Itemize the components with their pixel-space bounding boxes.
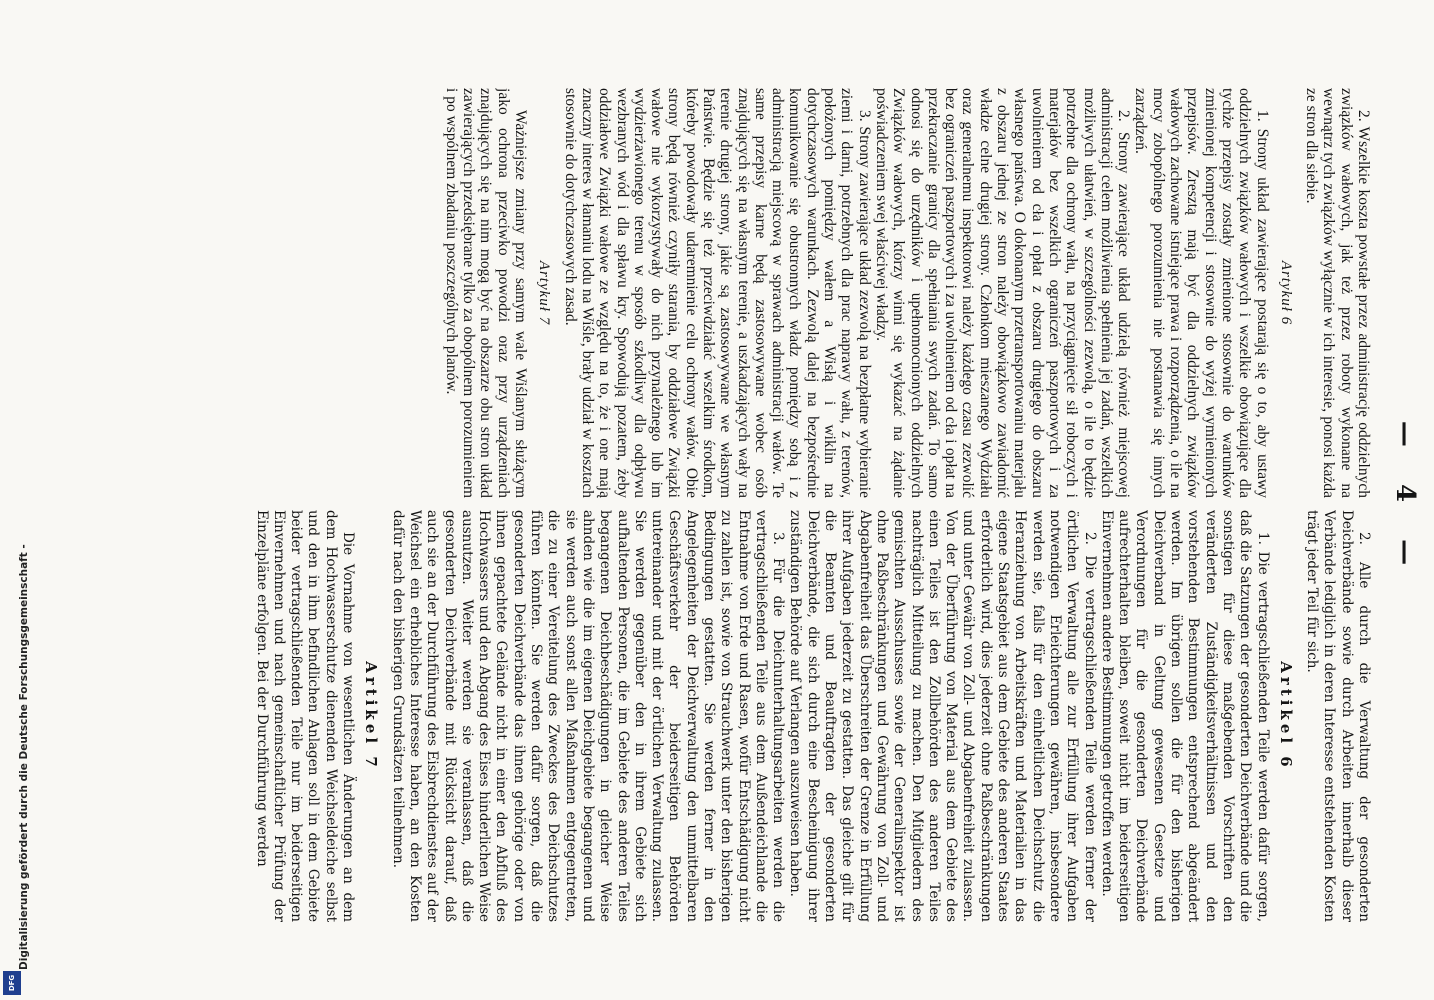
- polish-article-7-heading: Artykuł 7: [536, 260, 553, 326]
- german-article-6-paragraph-2: 2. Die vertragschließenden Teile werden ferner der örtlichen Verwaltung alle zur Erfüllung ihrer Aufgaben notwendigen Erleichterungen gewähren, insbesondere werden sie, falls für den einheitlichen Deichschutz die Heranziehung von Arbeitskräften und Materialien in das eigene Staatsgebiet aus dem Gebiete des anderen Staates erforderlich wird, dies jederzeit ohne Paßbeschränkungen und unter Gewähr von Zoll- und Abgabenfreiheit zulassen. Von der Überführung von Material aus dem Gebiete des einen Teiles ist den Zollbehörden des anderen Teiles nachträglich Mitteilung zu machen. Den Mitgliedern des gemischten Ausschusses sowie der Generalinspektor ist ohne Paßbeschränkungen und Gewährung von Zoll- und Abgabenfreiheit das Überschreiten der Grenze in Erfüllung ihrer Aufgaben jederzeit zu gestatten. Das gleiche gilt für die Beamten und Beauftragten der gesonderten Deichverbände, die sich durch eine Bescheinigung ihrer zuständigen Behörde auf Verlangen auszuweisen haben.: [787, 510, 1098, 922]
- german-intro-paragraph: 2. Alle durch die Verwaltung der gesonderten Deichverbände sowie durch Arbeiten innerhalb dieser Verbände lediglich in deren Interesse entstehenden Kosten trägt jeder Teil für sich.: [1304, 510, 1372, 922]
- german-article-6-heading: Artikel 6: [1276, 661, 1295, 771]
- attribution-text: Digitalisierung gefördert durch die Deutsche Forschungsgemeinschaft -: [18, 544, 30, 970]
- polish-article-6-paragraph-3: 3. Strony zawierające układ zezwolą na bezpłatne wybieranie ziemi i darni, potrzebnych dla prac naprawy wału, z terenów, położonych pomiędzy wałem a Wisłą i wiklin na dotychczasowych warunkach. Zezwolą dalej na bezpośrednie komunikowanie się obustronnych władz pomiędzy sobą i z administracją miejscową w sprawach administracji wałów. Te same przepisy karne będą zastosowywane wobec osób znajdujących się na własnym terenie, a uszkadzających wały na terenie drugiej strony, jakie są zastosowywane we własnym Państwie. Będzie się też przeciwdziałać wszelkim środkom, któreby powodowały udaremnienie celu ochrony wałów. Obie strony będą również czyniły starania, by oddziałowe Związki wałowe nie wykorzystywały do nich przynależnego lub im wydzierżawionego terenu w sposób szkodliwy dla odpływu wezbranych wód i dla spławu kry. Spowodują pozatem, żeby oddziałowe Związki wałowe ze względu na to, że i one mają znaczny interes w łamaniu lodu na Wiśle, brały udział w kosztach stosownie do dotychczasowych zasad.: [561, 88, 873, 498]
- polish-article-7-paragraph-1: Ważniejsze zmiany przy samym wale Wiślanym służącym jako ochrona przeciwko powodzi oraz przy urządzeniach znajdujących się na nim mogą być na obszarze obu stron układ zawierających przedsiębrane tylko za obopólnem porozumieniem i po wspólnem zbadaniu poszczególnych planów.: [442, 88, 530, 498]
- german-text-column: [82, 510, 1372, 922]
- german-article-6-paragraph-1: 1. Die vertragschließenden Teile werden dafür sorgen, daß die Satzungen der gesonderten Deichverbände und die sonstigen für diese maßgebenden Vorschriften den veränderten Zuständigkeitsverhältnissen und den vorstehenden Bestimmungen entsprechend abgeändert werden. Im übrigen sollen die für den bisherigen Deichverband in Geltung gewesenen Gesetze und Verordnungen für die gesonderten Deichverbände aufrechterhalten bleiben, soweit nicht im beiderseitigen Einvernehmen andere Bestimmungen getroffen werden.: [1098, 510, 1271, 922]
- polish-text-column: [82, 88, 1372, 498]
- dfg-logo-text: DFG: [8, 974, 16, 992]
- polish-intro-paragraph: 2. Wszelkie koszta powstałe przez administrację oddzielnych związków wałowych, jak też przez roboty wykonane na wewnątrz tych związków wyłącznie w ich interesie, ponosi każda ze stron dla siebie.: [1303, 88, 1372, 498]
- polish-article-6-paragraph-1: 1. Strony układ zawierające postarają się o to, aby ustawy oddzielnych związków wałowych i wszelkie obowiązujące dla tychże przepisy zostały zmienione stosownie do warunków zmienionej kompetencji i stosownie do wyżej wymienionych przepisów. Zresztą mają być dla oddzielnych związków wałowych zachowane istniejące prawa i rozporządzenia, o ile na mocy zobopólnego porozumienia nie postanawia się innych zarządzeń.: [1132, 88, 1271, 498]
- german-article-7-paragraph-1: Die Vornahme von wesentlichen Änderungen an dem dem Hochwasserschutze dienenden Weichseldeiche selbst und den in ihm befindlichen Anlagen soll in dem Gebiete beider vertragschließenden Teile nur im beiderseitigen Einvernehmen und nach gemeinschaftlicher Prüfung der Einzelpläne erfolgen. Bei der Durchführung werden: [253, 510, 357, 922]
- digitization-attribution: [14, 30, 34, 1000]
- polish-article-6-paragraph-2: 2. Strony zawierające układ udzielą również miejscowej administracji celem możliwienia spełnienia jej zadań, wszelkich możliwych ułatwień, w szczególności zezwolą, o ile to będzie potrzebne dla ochrony wału, na przyciągnięcie sił roboczych i materjałów bez wszelkich ograniczeń paszportowych i za uwolnieniem od cła i opłat z obszaru drugiego do obszaru własnego państwa. O dokonanym przetransportowaniu materjału z obszaru jednej ze stron należy obowiązkowo zawiadomić władze celne drugiej strony. Członkom mieszanego Wydziału oraz generalnemu inspektorowi należy każdego czasu zezwolić bez ograniczeń paszportowych i za uwolnieniem od cła i opłat na przekraczanie granicy dla spełniania swych zadań. To samo odnosi się do urzędników i upełnomocnionych oddzielnych Związków wałowych, którzy winni się wykazać na żądanie poświadczeniem swej właściwej władzy.: [872, 88, 1133, 498]
- german-article-7-heading: Artikel 7: [362, 661, 381, 771]
- page-number: — 4 —: [1390, 420, 1420, 580]
- polish-article-6-heading: Artykuł 6: [1277, 260, 1294, 326]
- dfg-logo-icon: [2, 970, 22, 996]
- german-article-6-paragraph-3: 3. Für die Deichunterhaltungsarbeiten werden die vertragschließenden Teile aus dem Außendeichlande die Entnahme von Erde und Rasen, wofür Entschädigung nicht zu zahlen ist, sowie von Strauchwerk unter den bisherigen Bedingungen gestatten. Sie werden ferner in den Angelegenheiten der Deichverwaltung den unmittelbaren Geschäftsverkehr der beiderseitigen Behörden untereinander und mit der örtlichen Verwaltung zulassen. Sie werden gegenüber den in ihrem Gebiete sich aufhaltenden Personen, die im Gebiete des anderen Teiles begangenen Deichbeschädigungen in gleicher Weise ahnden wie die im eigenen Deichgebiete begangenen und sie werden auch sonst allen Maßnahmen entgegentreten, die zu einer Vereitelung des Zweckes des Deichschutzes führen könnten. Sie werden dafür sorgen, daß die gesonderten Deichverbände das ihnen gehörige oder von ihnen gepachtete Gelände nicht in einer den Abfluß des Hochwassers und den Abgang des Eises hinderlichen Weise ausnutzen. Weiter werden sie veranlassen, daß die gesonderten Deichverbände mit Rücksicht darauf, daß auch sie an der Durchführung des Eisbrechdienstes auf der Weichsel ein erhebliches Interesse haben, an den Kosten dafür nach den bisherigen Grundsätzen teilnehmen.: [389, 510, 787, 922]
